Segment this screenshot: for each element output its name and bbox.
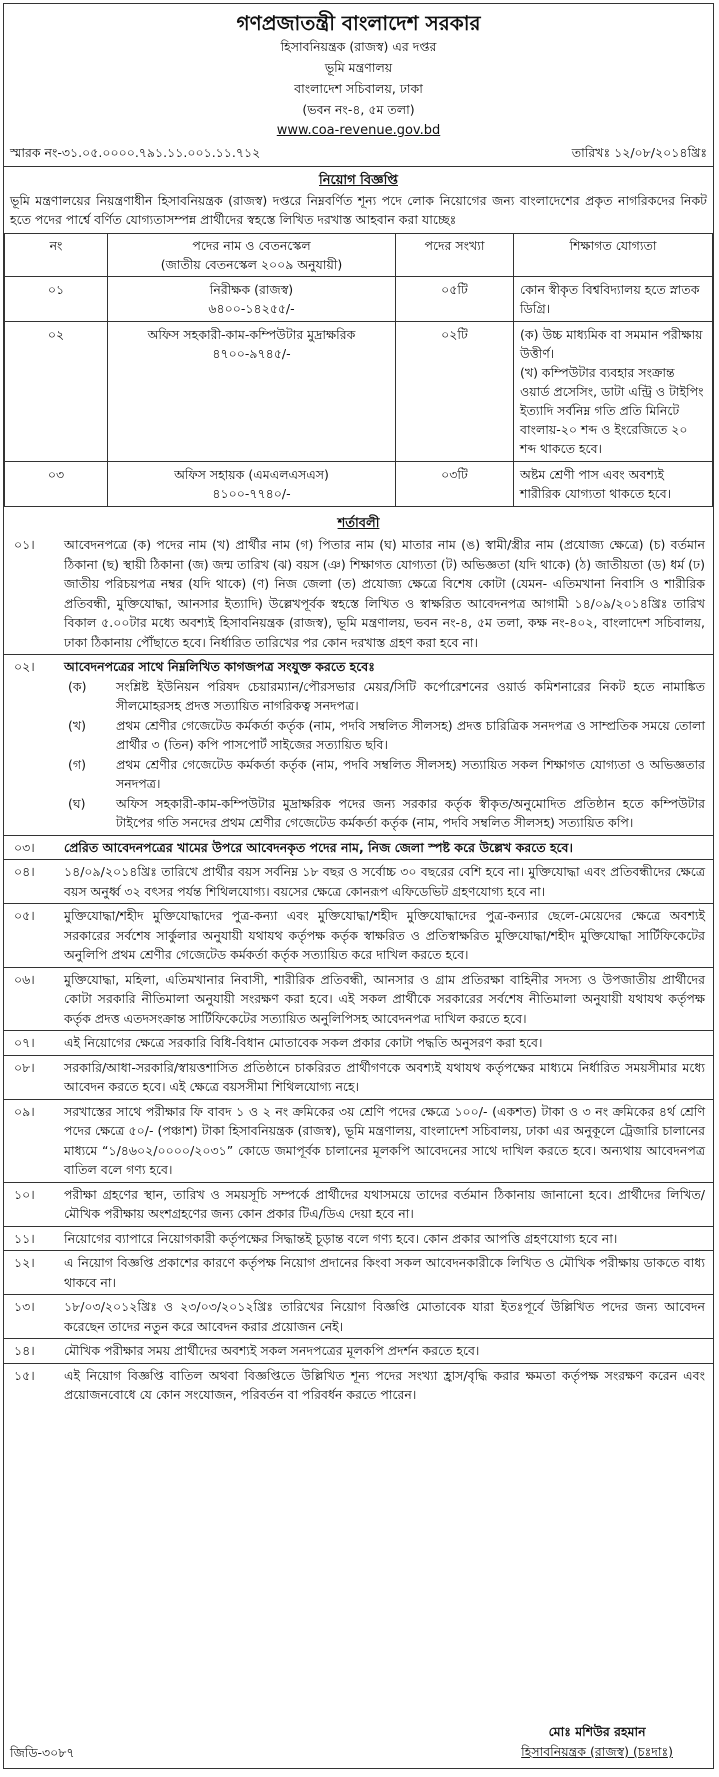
post-name: অফিস সহায়ক (এমএলএসএস) xyxy=(174,467,329,482)
post-name: অফিস সহকারী-কাম-কম্পিউটার মুদ্রাক্ষরিক xyxy=(147,327,356,342)
office-address: বাংলাদেশ সচিবালয়, ঢাকা xyxy=(294,81,423,96)
table-header-row xyxy=(5,234,713,277)
signatory-name: মোঃ মশিউর রহমান xyxy=(548,1724,646,1739)
condition-item xyxy=(4,1341,713,1361)
pay-scale: ৪১০০-৭৭৪০/- xyxy=(212,486,291,501)
header-qualification: শিক্ষাগত যোগ্যতা xyxy=(514,234,713,277)
sub-item-text: প্রথম শ্রেণীর গেজেটেড কর্মকর্তা কর্তৃক (নাম, পদবি সম্বলিত সীলসহ) প্রদত্ত চারিত্রিক সনদপত্র ও সাম্প্রতিক সময়ে তোলা প্রার্থীর ৩ (তিন) কপি পাসপোর্ট সাইজের সত্যায়িত ছবি। xyxy=(116,717,705,752)
row-no: ০৩ xyxy=(5,462,108,507)
condition-number: ১৫। xyxy=(14,1367,35,1383)
condition-text: মুক্তিযোদ্ধা, মহিলা, এতিমখানার নিবাসী, শারীরিক প্রতিবন্ধী, আনসার ও গ্রাম প্রতিরক্ষা বাহিনীর সদস্য ও উপজাতীয় প্রার্থীদের কোটা সরকারি নীতিমালা অনুযায়ী সংরক্ষণ করা হবে। এই সকল প্রার্থীকে সরকারের সর্বশেষ নীতিমালা অনুযায়ী যথাযথ কর্তৃপক্ষ কর্তৃক প্রদত্ত এতদসংক্রান্ত সার্টিফিকেটের সত্যায়িত অনুলিপিসহ আবেদনপত্র দাখিল করতে হবে। xyxy=(64,971,705,1026)
signatory-designation: হিসাবনিয়ন্ত্রক (রাজস্ব) (চঃদাঃ) xyxy=(521,1744,673,1759)
condition-item xyxy=(4,1033,713,1053)
row-post xyxy=(108,462,396,507)
condition-text: মৌখিক পরীক্ষার সময় প্রার্থীদের অবশ্যই সকল সনদপত্রের মূলকপি প্রদর্শন করতে হবে। xyxy=(64,1343,480,1358)
condition-number: ০২। xyxy=(14,659,35,674)
condition-number: ০৪। xyxy=(14,864,35,879)
divider xyxy=(4,1338,713,1339)
condition-text: মুক্তিযোদ্ধা/শহীদ মুক্তিযোদ্ধাদের পুত্র-কন্যা এবং মুক্তিযোদ্ধা/শহীদ মুক্তিযোদ্ধাদের পুত্র-কন্যার ছেলে-মেয়েদের ক্ষেত্রে অবশ্যই সরকারের সর্বশেষ সার্কুলার অনুযায়ী যথাযথ কর্তৃপক্ষ কর্তৃক স্বাক্ষরিত ও প্রতিস্বাক্ষরিত মুক্তিযোদ্ধা/শহীদ মুক্তিযোদ্ধা সার্টিফিকেটের অনুলিপি প্রথম শ্রেণীর গেজেটেড কর্মকর্তা কর্তৃক সত্যায়িত করে দাখিল করতে হবে। xyxy=(64,908,705,962)
header-divider xyxy=(4,166,713,167)
table-row xyxy=(5,462,713,507)
row-count: ০৫টি xyxy=(396,277,514,322)
sub-item xyxy=(68,716,705,755)
row-count: ০২টি xyxy=(396,322,514,462)
condition-number: ০৭। xyxy=(14,1035,35,1050)
row-qualification xyxy=(514,462,713,507)
building-info: (ভবন নং-৪, ৫ম তলা) xyxy=(302,102,415,117)
sub-item-label: (গ) xyxy=(68,756,86,772)
header-name-main: পদের নাম ও বেতনস্কেল xyxy=(192,238,311,253)
header-name xyxy=(108,234,396,277)
sub-item-label: (ক) xyxy=(68,678,87,694)
vacancy-table xyxy=(4,233,713,507)
row-qualification xyxy=(514,322,713,462)
notice-title-text: নিয়োগ বিজ্ঞপ্তি xyxy=(319,173,398,188)
condition-text: নিয়োগের ব্যাপারে নিয়োগকারী কর্তৃপক্ষের সিদ্ধান্তই চূড়ান্ত বলে গণ্য হবে। কোন প্রকার আপত্তি গ্রহণযোগ্য হবে না। xyxy=(64,1230,618,1246)
table-row xyxy=(5,277,713,322)
row-no: ০২ xyxy=(5,322,108,462)
memo-line xyxy=(4,143,713,163)
condition-number: ১৩। xyxy=(14,1299,35,1314)
condition-text: আবেদনপত্রের সাথে নিম্নলিখিত কাগজপত্র সংযুক্ত করতে হবেঃ xyxy=(64,659,375,674)
row-post xyxy=(108,322,396,462)
pay-scale: ৬৪০০-১৪২৫৫/- xyxy=(208,301,295,316)
qualification-item: কোন স্বীকৃত বিশ্ববিদ্যালয় হতে স্নাতক ডিগ্রি। xyxy=(520,282,700,316)
sub-item-text: অফিস সহকারী-কাম-কম্পিউটার মুদ্রাক্ষরিক পদের জন্য সরকার কর্তৃক স্বীকৃত/অনুমোদিত প্রতিষ্ঠান হতে কম্পিউটার টাইপের গতি সনদের প্রথম শ্রেণীর গেজেটেড কর্মকর্তা কর্তৃক (নাম, পদবি সম্বলিত সীলসহ) সত্যায়িত কপি। xyxy=(116,795,705,830)
divider xyxy=(4,835,713,836)
conditions-title xyxy=(4,513,713,535)
divider xyxy=(4,1099,713,1100)
qualification-item: অষ্টম শ্রেণী পাস এবং অবশ্যই শারীরিক যোগ্যতা থাকতে হবে। xyxy=(520,467,672,501)
letterhead xyxy=(4,4,713,141)
condition-number: ০৩। xyxy=(14,839,35,855)
condition-number: ০৫। xyxy=(14,908,35,923)
condition-item xyxy=(4,1058,713,1097)
condition-item xyxy=(4,1185,713,1224)
header-count: পদের সংখ্যা xyxy=(396,234,514,277)
condition-text: আবেদনপত্রে (ক) পদের নাম (খ) প্রার্থীর নাম (গ) পিতার নাম (ঘ) মাতার নাম (ঙ) স্বামী/স্ত্রীর নাম (প্রযোজ্য ক্ষেত্রে) (চ) বর্তমান ঠিকানা (ছ) স্থায়ী ঠিকানা (জ) জন্ম তারিখ (ঝ) বয়স (ঞ) শিক্ষাগত যোগ্যতা (ট) অভিজ্ঞতা (যদি থাকে) (ঠ) জাতীয়তা (ড) ধর্ম (ঢ) জাতীয় পরিচয়পত্র নম্বর (যদি থাকে) (ণ) নিজ জেলা (ত) প্রযোজ্য ক্ষেত্রে বিশেষ কোটা (যেমন- এতিমখানা নিবাসি ও শারীরিক প্রতিবন্ধী, মুক্তিযোদ্ধা, আনসার ইত্যাদি) উল্লেখপূর্বক স্বহস্তে লিখিত ও স্বাক্ষরিত আবেদনপত্র আগামী ১৪/০৯/২০১৪খ্রিঃ তারিখ বিকাল ৫.০০টার মধ্যে অবশ্যই হিসাবনিয়ন্ত্রক (রাজস্ব), ভূমি মন্ত্রণালয়, ভবন নং-৪, ৫ম তলা, কক্ষ নং-৪০২, বাংলাদেশ সচিবালয়, ঢাকা ঠিকানায় পৌঁছাতে হবে। নির্ধারিত তারিখের পর কোন দরখাস্ত গ্রহণ করা হবে না। xyxy=(64,537,705,650)
ministry-name: ভূমি মন্ত্রণালয় xyxy=(324,60,393,75)
condition-content xyxy=(64,657,705,833)
condition-number: ১৪। xyxy=(14,1343,35,1358)
sub-item xyxy=(68,755,705,794)
condition-text: এ নিয়োগ বিজ্ঞপ্তি প্রকাশের কারণে কর্তৃপক্ষ নিয়োগ প্রদানের কিংবা সকল আবেদনকারীকে লিখিত ও মৌখিক পরীক্ষায় ডাকতে বাধ্য থাকবে না। xyxy=(64,1255,705,1290)
notice-intro: ভূমি মন্ত্রণালয়ের নিয়ন্ত্রণাধীন হিসাবনিয়ন্ত্রক (রাজস্ব) দপ্তরে নিম্নবর্ণিত শূন্য পদে লোক নিয়োগের জন্য বাংলাদেশের প্রকৃত নাগরিকদের নিকট হতে পদের পার্শ্বে বর্ণিত যোগ্যতাসম্পন্ন প্রার্থীদের স্বহস্তে লিখিত দরখাস্ত আহবান করা যাচ্ছেঃ xyxy=(10,193,707,227)
conditions-list xyxy=(4,535,713,1405)
row-no: ০১ xyxy=(5,277,108,322)
condition-item xyxy=(4,1297,713,1336)
sub-item-text: সংশ্লিষ্ট ইউনিয়ন পরিষদ চেয়ারম্যান/পৌরসভার মেয়র/সিটি কর্পোরেশনের ওয়ার্ড কমিশনারের নিকট হতে নামাঙ্কিত সীলমোহরসহ প্রদত্ত সত্যায়িত নাগরিকত্ব সনদপত্র। xyxy=(116,678,705,713)
notice-page xyxy=(3,3,714,1769)
condition-number: ১১। xyxy=(14,1230,35,1246)
table-row xyxy=(5,322,713,462)
divider xyxy=(4,967,713,968)
sub-item-label: (ঘ) xyxy=(68,795,86,811)
condition-number: ০১। xyxy=(14,537,35,552)
condition-text: সরকারি/আধা-সরকারি/স্বায়ত্তশাসিত প্রতিষ্ঠানে চাকরিরত প্রার্থীগণকে অবশ্যই যথাযথ কর্তৃপক্ষের মাধ্যমে নির্ধারিত সময়সীমার মধ্যে আবেদন করতে হবে। এই ক্ষেত্রে বয়সসীমা শিথিলযোগ্য নহে। xyxy=(64,1059,705,1094)
condition-text: এই নিয়োগ বিজ্ঞপ্তি বাতিল অথবা বিজ্ঞপ্তিতে উল্লিখিত শূন্য পদের সংখ্যা হ্রাস/বৃদ্ধি করার ক্ষমতা কর্তৃপক্ষ সংরক্ষণ করেন এবং প্রয়োজনবোধে যে কোন সংযোজন, পরিবর্তন বা পরিবর্ধন করতে পারেন। xyxy=(64,1367,705,1402)
condition-number: ১২। xyxy=(14,1255,35,1270)
divider xyxy=(4,859,713,860)
dg-number: জিডি-৩০৮৭ xyxy=(10,1745,75,1760)
sub-item xyxy=(68,794,705,833)
condition-number: ০৮। xyxy=(14,1059,35,1075)
conditions-title-text: শর্তাবলী xyxy=(337,516,380,531)
qualification-item: (ক) উচ্চ মাধ্যমিক বা সমমান পরীক্ষায় উত্তীর্ণ। xyxy=(520,327,703,361)
condition-item xyxy=(4,906,713,965)
post-name: নিরীক্ষক (রাজস্ব) xyxy=(209,282,294,297)
divider xyxy=(4,1363,713,1364)
row-post xyxy=(108,277,396,322)
condition-text: সরখাস্তের সাথে পরীক্ষার ফি বাবদ ১ ও ২ নং ক্রমিকের ৩য় শ্রেণি পদের ক্ষেত্রে ১০০/- (একশত) টাকা ও ৩ নং ক্রমিকের ৪র্থ শ্রেণি পদের ক্ষেত্রে ৫০/- (পঞ্চাশ) টাকা হিসাবনিয়ন্ত্রক (রাজস্ব), ভূমি মন্ত্রণালয়, বাংলাদেশ সচিবালয়, ঢাকা এর অনুকূলে ট্রেজারি চালানের মাধ্যমে “১/৪৬০২/০০০০/২০৩১” কোডে জমাপূর্বক চালানের মূলকপি আবেদনের সাথে দাখিল করতে হবে। অন্যথায় আবেদনপত্র বাতিল বলে গণ্য হবে। xyxy=(64,1103,705,1177)
qualification-item: (খ) কম্পিউটার ব্যবহার সংক্রান্ত ওয়ার্ড প্রসেসিং, ডাটা এন্ট্রি ও টাইপিং ইত্যাদি সর্বনিম্ন গতি প্রতি মিনিটে বাংলায়-২০ শব্দ ও ইংরেজিতে ২০ শব্দ থাকতে হবে। xyxy=(520,365,704,456)
notice-title xyxy=(4,171,713,191)
condition-item xyxy=(4,657,713,833)
office-name: হিসাবনিয়ন্ত্রক (রাজস্ব) এর দপ্তর xyxy=(280,39,437,54)
condition-item xyxy=(4,1366,713,1405)
row-count: ০৩টি xyxy=(396,462,514,507)
condition-item xyxy=(4,1253,713,1292)
website-link[interactable]: www.coa-revenue.gov.bd xyxy=(276,123,441,138)
divider xyxy=(4,1182,713,1183)
pay-scale: ৪৭০০-৯৭৪৫/- xyxy=(212,346,291,361)
condition-text: প্রেরিত আবেদনপত্রের খামের উপরে আবেদনকৃত পদের নাম, নিজ জেলা স্পষ্ট করে উল্লেখ করতে হবে। xyxy=(64,839,573,855)
memo-number: স্মারক নং-৩১.০৫.০০০০.৭৯১.১১.০০১.১১.৭১২ xyxy=(10,145,261,160)
row-qualification xyxy=(514,277,713,322)
header-name-sub: (জাতীয় বেতনস্কেল ২০০৯ অনুযায়ী) xyxy=(160,257,343,272)
divider xyxy=(4,654,713,655)
condition-item xyxy=(4,862,713,901)
sub-item-label: (খ) xyxy=(68,717,86,733)
government-title: গণপ্রজাতন্ত্রী বাংলাদেশ সরকার xyxy=(236,11,481,35)
condition-text: পরীক্ষা গ্রহণের স্থান, তারিখ ও সময়সূচি সম্পর্কে প্রার্থীদের যথাসময়ে তাদের বর্তমান ঠিকানায় জানানো হবে। প্রার্থীদের লিখিত/মৌখিক পরীক্ষায় অংশগ্রহণের জন্য কোন প্রকার টিএ/ডিএ দেয়া হবে না। xyxy=(64,1186,705,1221)
signature-block xyxy=(521,1722,673,1762)
condition-item xyxy=(4,838,713,858)
divider xyxy=(4,903,713,904)
divider xyxy=(4,1226,713,1227)
divider xyxy=(4,1250,713,1251)
sub-item-text: প্রথম শ্রেণীর গেজেটেড কর্মকর্তা কর্তৃক (নাম, পদবি সম্বলিত সীলসহ) সত্যায়িত সকল শিক্ষাগত যোগ্যতা ও অভিজ্ঞতার সনদপত্র। xyxy=(116,756,705,791)
memo-date: তারিখঃ ১২/০৮/২০১৪খ্রিঃ xyxy=(571,145,707,160)
condition-text: এই নিয়োগের ক্ষেত্রে সরকারি বিধি-বিধান মোতাবেক সকল প্রকার কোটা পদ্ধতি অনুসরণ করা হবে। xyxy=(64,1035,543,1050)
header-no: নং xyxy=(5,234,108,277)
condition-item xyxy=(4,1102,713,1180)
condition-text: ১৪/০৯/২০১৪খ্রিঃ তারিখে প্রার্থীর বয়স সর্বনিম্ন ১৮ বছর ও সর্বোচ্চ ৩০ বছরের বেশি হবে না। মুক্তিযোদ্ধা এবং প্রতিবন্ধীদের ক্ষেত্রে বয়স অনুর্ধ্ব ৩২ বৎসর পর্যন্ত শিথিলযোগ্য। বয়সের ক্ষেত্রে কোনরূপ এফিডেভিট গ্রহণযোগ্য হবে না। xyxy=(64,864,705,899)
divider xyxy=(4,1030,713,1031)
condition-item xyxy=(4,535,713,652)
divider xyxy=(4,1294,713,1295)
condition-item xyxy=(4,970,713,1029)
condition-item xyxy=(4,1229,713,1249)
condition-number: ০৯। xyxy=(14,1103,35,1119)
sub-item xyxy=(68,677,705,716)
divider xyxy=(4,1055,713,1056)
condition-number: ০৬। xyxy=(14,971,35,987)
condition-text: ১৮/০৩/২০১২খ্রিঃ ও ২৩/০৩/২০১২খ্রিঃ তারিখের নিয়োগ বিজ্ঞপ্তি মোতাবেক যারা ইতঃপূর্বে উল্লিখিত পদের জন্য আবেদন করেছেন তাদের নতুন করে আবেদন করার প্রয়োজন নেই। xyxy=(64,1299,705,1334)
condition-number: ১০। xyxy=(14,1186,35,1202)
